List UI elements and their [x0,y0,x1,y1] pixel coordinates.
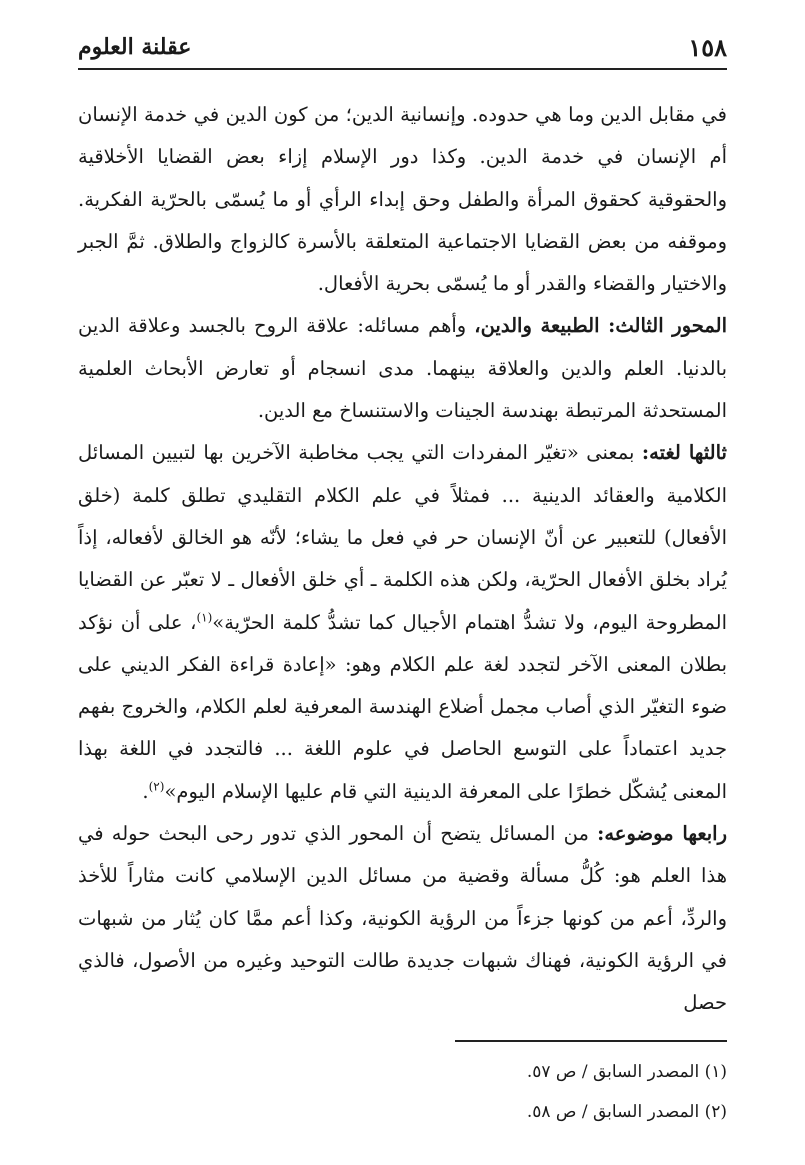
section-heading-language: ثالثها لغته: [641,441,727,465]
paragraph-3-text: بمعنى «تغيّر المفردات التي يجب مخاطبة الآخرين بها لتبيين المسائل الكلامية والعقائد الدينية ... فمثلاً في علم الكلام التقليدي تطلق كلمة (خلق الأفعال) للتعبير عن أنّ الإنسان حر في فعل ما يشاء؛ لأنّه هو الخالق لأفعاله، إذاً يُراد بخلق الأفعال الحرّية، ولكن هذه الكلمة ـ أي خلق الأفعال ـ لا تعبّر عن القضايا المطروحة اليوم، ولا تشدُّ اهتمام الأجيال كما تشدُّ كلمة الحرّية» [78,441,727,634]
footnote-ref-2[interactable]: (٢) [148,779,165,794]
paragraph-1: في مقابل الدين وما هي حدوده. وإنسانية الدين؛ من كون الدين في خدمة الإنسان أم الإنسان في خدمة الدين. وكذا دور الإسلام إزاء بعض القضايا الأخلاقية والحقوقية كحقوق المرأة والطفل وحق إبداء الرأي أو ما يُسمّى بالحرّية الفكرية. وموقفه من بعض القضايا الاجتماعية المتعلقة بالأسرة كالزواج والطلاق. ثمَّ الجبر والاختيار والقضاء والقدر أو ما يُسمّى بحرية الأفعال. [78,103,727,296]
paragraph-2 [78,305,727,432]
paragraph-3-end: . [142,779,149,803]
paragraph-4-text: من المسائل يتضح أن المحور الذي تدور رحى البحث حوله في هذا العلم هو: كُلُّ مسألة وقضية من مسائل الدين الإسلامي كانت مثاراً للأخذ والردِّ، أعم من كونها جزءاً من الرؤية الكونية، وكذا أعم ممَّا كان يُثار من شبهات في الرؤية الكونية، فهناك شبهات جديدة طالت التوحيد وغيره من الأصول، فالذي حصل [78,822,727,1015]
running-title: عقلنة العلوم [78,34,192,60]
footnote-1: (١) المصدر السابق / ص ٥٧. [526,1062,727,1082]
footnote-divider [455,1040,727,1042]
paragraph-3-text-cont: ، على أن نؤكد بطلان المعنى الآخر لتجدد لغة علم الكلام وهو: «إعادة قراءة الفكر الديني على ضوء التغيّر الذي أصاب مجمل أضلاع الهندسة المعرفية لعلم الكلام، والخروج بفهم جديد اعتماداً على التوسع الحاصل في علوم اللغة ... فالتجدد في اللغة بهذا المعنى يُشكّل خطرًا على المعرفة الدينية التي قام عليها الإسلام اليوم» [78,610,727,803]
page-number: ١٥٨ [688,32,727,62]
page-header [78,26,727,70]
body-text [78,94,727,1025]
section-heading-subject: رابعها موضوعه: [597,822,727,846]
footnote-ref-1[interactable]: (١) [196,610,213,625]
paragraph-3 [78,432,727,813]
footnotes [78,1052,727,1132]
paragraph-2-text: وأهم مسائله: علاقة الروح بالجسد وعلاقة الدين بالدنيا. العلم والدين والعلاقة بينهما. مدى انسجام أو تعارض الأبحاث العلمية المستحدثة المرتبطة بهندسة الجينات والاستنساخ مع الدين. [78,314,727,423]
paragraph-4 [78,813,727,1024]
section-heading-third-axis: المحور الثالث: الطبيعة والدين، [474,314,727,338]
footnote-2: (٢) المصدر السابق / ص ٥٨. [526,1102,727,1122]
